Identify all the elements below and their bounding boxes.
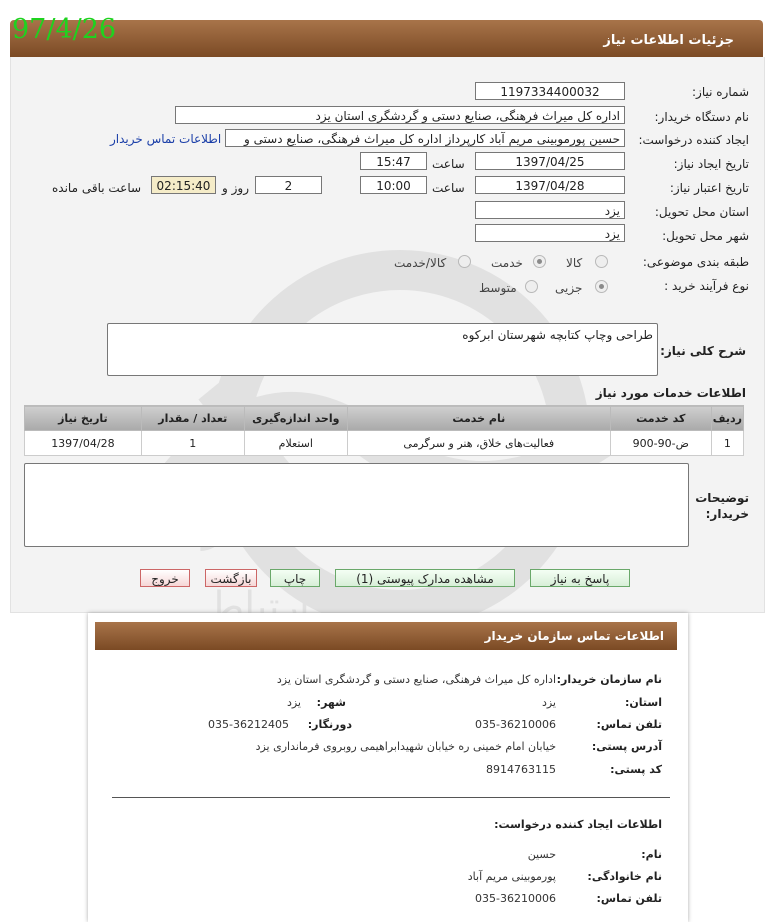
col-unit: واحد اندازه‌گیری — [244, 406, 347, 431]
category-option-goods: کالا — [566, 256, 583, 270]
cc-org-value: اداره کل میراث فرهنگی، صنایع دستی و گردشگری استان یزد — [276, 673, 556, 686]
services-table-header — [25, 406, 744, 431]
cc-fax-value: 035-36212405 — [208, 718, 289, 731]
cc-name-value: حسین — [527, 848, 556, 861]
category-radio-goods[interactable] — [595, 255, 608, 268]
remaining-label: ساعت باقی مانده — [52, 181, 142, 195]
province-field[interactable]: یزد — [475, 201, 625, 219]
created-date-field[interactable]: 1397/04/25 — [475, 152, 625, 170]
attachments-button[interactable]: مشاهده مدارک پیوستی (1) — [335, 569, 515, 587]
date-stamp: 97/4/26 — [12, 14, 117, 45]
city-label: شهر محل تحویل: — [662, 229, 749, 243]
requester-field[interactable]: حسین پورموبینی مریم آباد کارپرداز اداره کل میراث فرهنگی، صنایع دستی و — [225, 129, 625, 147]
buyer-notes-label: توضیحات خریدار: — [695, 491, 749, 521]
process-option-minor: جزیی — [555, 281, 583, 295]
days-remaining-field[interactable]: 2 — [255, 176, 322, 194]
category-label: طبقه بندی موضوعی: — [642, 255, 749, 269]
cc-name-label: نام: — [641, 848, 662, 861]
col-need-date: تاریخ نیاز — [25, 406, 142, 431]
category-radio-service[interactable] — [533, 255, 546, 268]
col-row: ردیف — [711, 406, 743, 431]
validity-date-label: تاریخ اعتبار نیاز: — [669, 181, 749, 195]
cell-row: 1 — [711, 431, 743, 456]
process-option-medium: متوسط — [479, 281, 517, 295]
validity-date-field[interactable]: 1397/04/28 — [475, 176, 625, 194]
page-title: جزئیات اطلاعات نیاز — [603, 33, 734, 48]
services-table — [24, 405, 744, 456]
cc-creator-phone-value: 035-36210006 — [475, 892, 556, 905]
cc-postal-label: کد پستی: — [610, 763, 662, 776]
requester-label: ایجاد کننده درخواست: — [638, 133, 749, 147]
cc-address-value: خیابان امام خمینی ره خیابان شهیدابراهیمی روبروی فرمانداری یزد — [255, 740, 556, 753]
cc-phone-label: تلفن تماس: — [596, 718, 662, 731]
contact-card-title: اطلاعات تماس سازمان خریدار — [484, 629, 664, 643]
col-service-name: نام خدمت — [347, 406, 610, 431]
category-radio-goods-service[interactable] — [458, 255, 471, 268]
category-option-goods-service: کالا/خدمت — [394, 256, 447, 270]
need-number-label: شماره نیاز: — [692, 85, 749, 99]
process-label: نوع فرآیند خرید : — [664, 279, 749, 293]
contact-card-divider — [112, 797, 670, 798]
created-time-field[interactable]: 15:47 — [360, 152, 427, 170]
created-date-label: تاریخ ایجاد نیاز: — [673, 157, 749, 171]
col-quantity: تعداد / مقدار — [141, 406, 244, 431]
cc-phone-value: 035-36210006 — [475, 718, 556, 731]
cell-service-name: فعالیت‌های خلاق، هنر و سرگرمی — [347, 431, 610, 456]
col-service-code: کد خدمت — [610, 406, 711, 431]
description-textarea[interactable]: طراحی وچاپ کتابچه شهرستان ابرکوه — [107, 323, 658, 376]
created-time-label: ساعت — [432, 157, 465, 171]
city-field[interactable]: یزد — [475, 224, 625, 242]
cell-quantity: 1 — [141, 431, 244, 456]
remaining-time-field[interactable]: 02:15:40 — [151, 176, 216, 194]
cc-org-label: نام سازمان خریدار: — [556, 673, 662, 686]
back-button[interactable]: بازگشت — [205, 569, 257, 587]
process-radio-medium[interactable] — [525, 280, 538, 293]
buyer-org-field[interactable]: اداره کل میراث فرهنگی، صنایع دستی و گردشگری استان یزد — [175, 106, 625, 124]
buyer-notes-textarea[interactable] — [24, 463, 689, 547]
cell-service-code: ض-90-900 — [610, 431, 711, 456]
print-button[interactable]: چاپ — [270, 569, 320, 587]
cc-creator-section: اطلاعات ایجاد کننده درخواست: — [494, 818, 662, 831]
services-section-title: اطلاعات خدمات مورد نیاز — [595, 386, 746, 400]
days-label: روز و — [222, 181, 249, 195]
process-radio-minor[interactable] — [595, 280, 608, 293]
description-label: شرح کلی نیاز: — [660, 344, 746, 358]
category-option-service: خدمت — [491, 256, 523, 270]
cc-creator-phone-label: تلفن تماس: — [596, 892, 662, 905]
validity-time-field[interactable]: 10:00 — [360, 176, 427, 194]
need-number-field[interactable]: 1197334400032 — [475, 82, 625, 100]
cc-family-value: پورموبینی مریم آباد — [467, 870, 556, 883]
cc-postal-value: 8914763115 — [486, 763, 556, 776]
cc-family-label: نام خانوادگی: — [587, 870, 662, 883]
cc-city-value: یزد — [286, 696, 301, 709]
reply-button[interactable]: پاسخ به نیاز — [530, 569, 630, 587]
cell-need-date: 1397/04/28 — [25, 431, 142, 456]
cc-address-label: آدرس پستی: — [591, 740, 662, 753]
cc-city-label: شهر: — [316, 696, 346, 709]
exit-button[interactable]: خروج — [140, 569, 190, 587]
buyer-org-label: نام دستگاه خریدار: — [654, 110, 749, 124]
validity-time-label: ساعت — [432, 181, 465, 195]
cc-fax-label: دورنگار: — [307, 718, 352, 731]
cell-unit: استعلام — [244, 431, 347, 456]
province-label: استان محل تحویل: — [654, 205, 749, 219]
contact-info-link[interactable]: اطلاعات تماس خریدار — [110, 132, 222, 146]
cc-province-value: یزد — [541, 696, 556, 709]
cc-province-label: استان: — [625, 696, 662, 709]
table-row — [25, 431, 744, 456]
